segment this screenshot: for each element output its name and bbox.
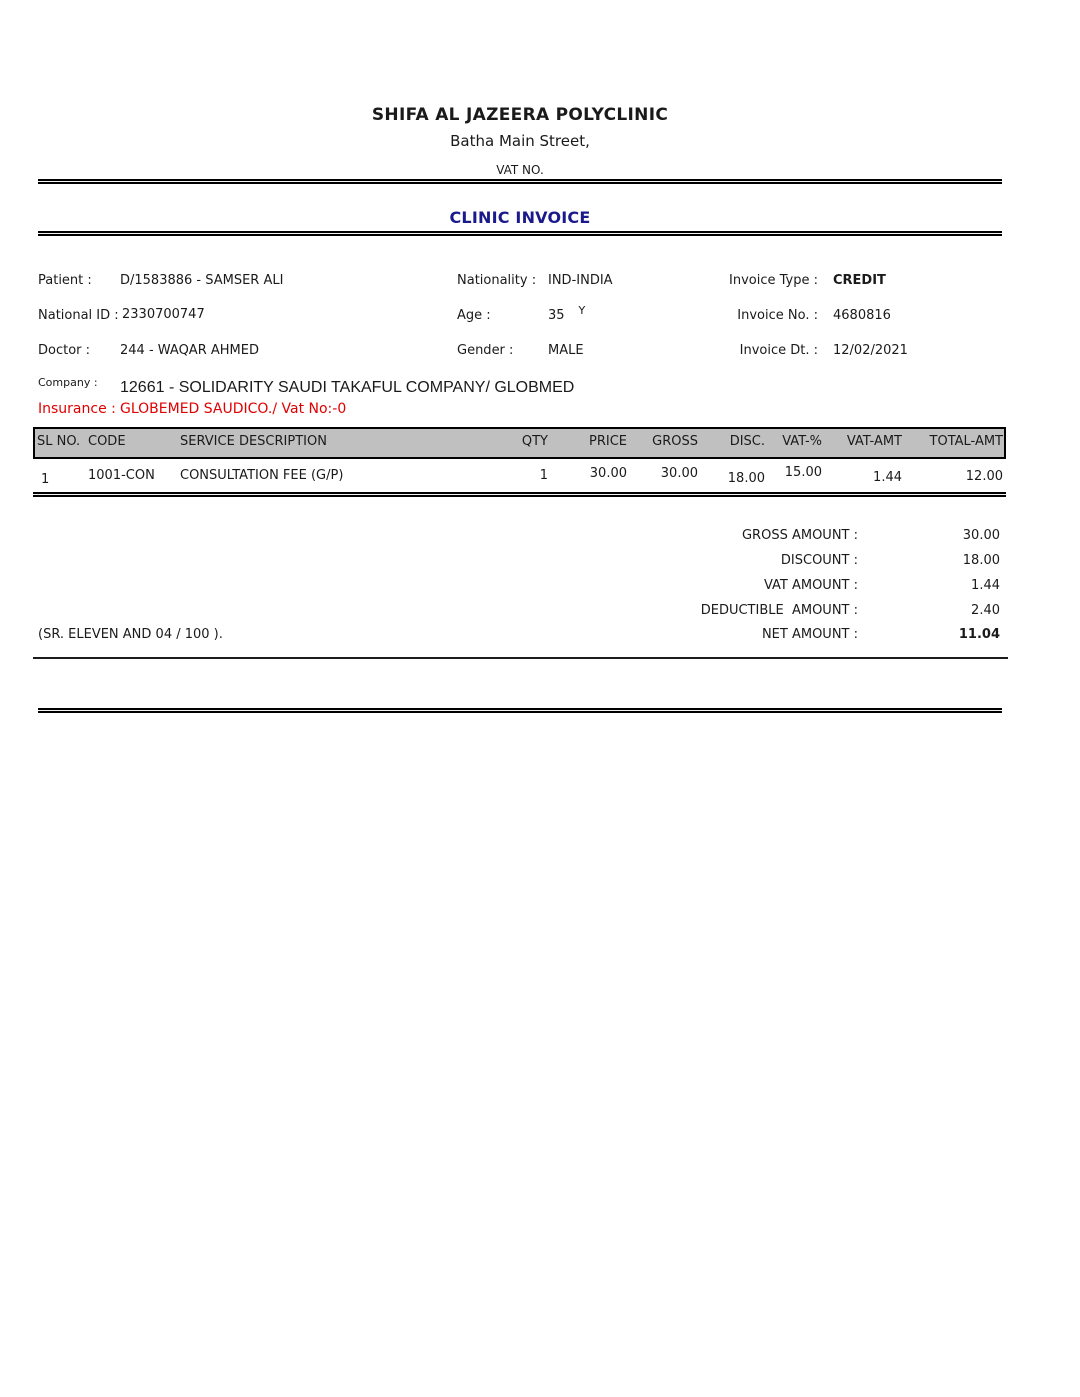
deductible-amount-value: 2.40: [971, 603, 1000, 618]
divider-top: [38, 179, 1002, 184]
age-number: 35: [548, 308, 565, 323]
col-header-qty: QTY: [521, 434, 548, 449]
cell-total-amt: 12.00: [965, 469, 1003, 484]
vat-amount-label: VAT AMOUNT :: [763, 578, 858, 593]
divider-under-table: [33, 492, 1006, 497]
cell-vat-pct: 15.00: [784, 465, 822, 480]
age-label: Age :: [457, 308, 491, 323]
doctor-value: 244 - WAQAR AHMED: [120, 343, 259, 358]
cell-description: CONSULTATION FEE (G/P): [180, 468, 344, 483]
col-header-vat-amt: VAT-AMT: [846, 434, 902, 449]
invoice-dt-label: Invoice Dt. :: [739, 343, 818, 358]
cell-price: 30.00: [589, 466, 627, 481]
invoice-no-value: 4680816: [833, 308, 891, 323]
cell-disc: 18.00: [727, 471, 765, 486]
doctor-label: Doctor :: [38, 343, 91, 358]
col-header-price: PRICE: [589, 434, 627, 449]
national-id-label: National ID :: [38, 308, 119, 323]
insurance-value: GLOBEMED SAUDICO./ Vat No:-0: [120, 401, 347, 417]
invoice-type-value: CREDIT: [833, 273, 886, 288]
col-header-disc: DISC.: [729, 434, 765, 449]
col-header-code: CODE: [88, 434, 126, 449]
national-id-value: 2330700747: [122, 307, 205, 322]
nationality-value: IND-INDIA: [548, 273, 613, 288]
gross-amount-value: 30.00: [962, 528, 1000, 543]
nationality-label: Nationality :: [457, 273, 537, 288]
gender-label: Gender :: [457, 343, 514, 358]
invoice-type-label: Invoice Type :: [729, 273, 818, 288]
net-amount-label: NET AMOUNT :: [761, 627, 858, 642]
discount-value: 18.00: [962, 553, 1000, 568]
divider-thin-bottom: [33, 657, 1008, 659]
amount-in-words: (SR. ELEVEN AND 04 / 100 ).: [38, 627, 223, 642]
summary-row-discount: [0, 553, 1080, 573]
company-label: Company :: [38, 376, 98, 389]
vat-amount-value: 1.44: [971, 578, 1000, 593]
invoice-title: CLINIC INVOICE: [449, 208, 591, 227]
cell-gross: 30.00: [660, 466, 698, 481]
divider-bottom: [38, 708, 1002, 713]
col-header-description: SERVICE DESCRIPTION: [180, 434, 327, 449]
deductible-amount-label: DEDUCTIBLE AMOUNT :: [700, 603, 858, 618]
col-header-gross: GROSS: [652, 434, 698, 449]
cell-code: 1001-CON: [88, 468, 155, 483]
clinic-name: SHIFA AL JAZEERA POLYCLINIC: [371, 105, 669, 125]
net-amount-value: 11.04: [958, 627, 1000, 642]
invoice-no-label: Invoice No. :: [737, 308, 818, 323]
summary-row-gross: [0, 528, 1080, 548]
summary-row-vat: [0, 578, 1080, 598]
summary-row-deductible: [0, 603, 1080, 623]
cell-vat-amt: 1.44: [873, 470, 902, 485]
discount-label: DISCOUNT :: [780, 553, 858, 568]
cell-qty: 1: [539, 468, 548, 483]
age-unit: Y: [578, 304, 586, 317]
gross-amount-label: GROSS AMOUNT :: [741, 528, 858, 543]
patient-value: D/1583886 - SAMSER ALI: [120, 273, 284, 288]
col-header-sl-no: SL NO.: [37, 434, 81, 449]
col-header-total-amt: TOTAL-AMT: [929, 434, 1003, 449]
age-value: [548, 304, 586, 323]
insurance-label: Insurance :: [38, 401, 116, 417]
patient-label: Patient :: [38, 273, 92, 288]
clinic-address: Batha Main Street,: [450, 132, 590, 150]
divider-under-title: [38, 231, 1002, 236]
gender-value: MALE: [548, 343, 584, 358]
cell-sl-no: 1: [41, 472, 50, 487]
vat-no-label: VAT NO.: [496, 163, 544, 177]
col-header-vat-pct: VAT-%: [782, 434, 822, 449]
invoice-dt-value: 12/02/2021: [833, 343, 908, 358]
company-value: 12661 - SOLIDARITY SAUDI TAKAFUL COMPANY/ GLOBMED: [120, 379, 575, 396]
